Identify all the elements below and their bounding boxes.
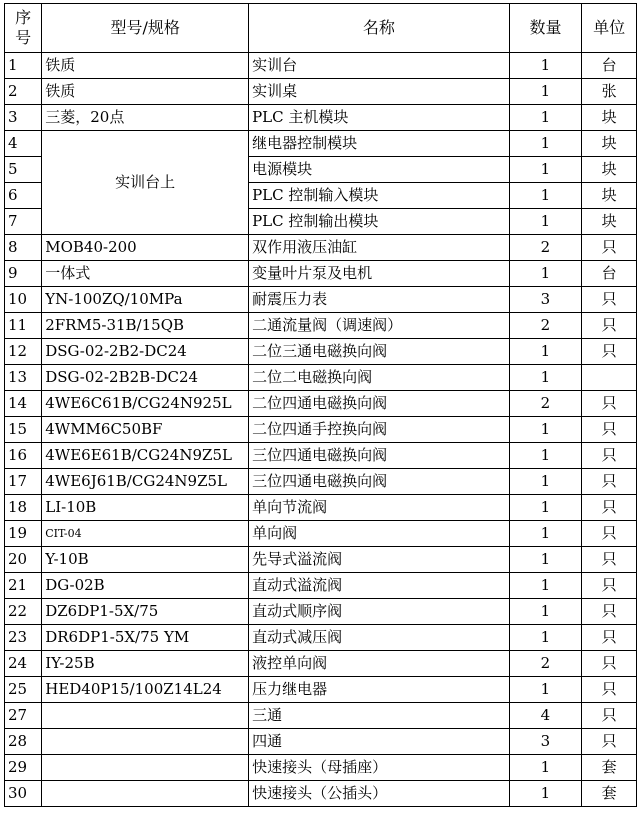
cell-unit: 只: [582, 521, 637, 547]
table-row: [5, 495, 637, 521]
cell-model: CIT-04: [42, 521, 249, 547]
cell-name: 电源模块: [249, 157, 510, 183]
table-row: [5, 469, 637, 495]
cell-seq: 4: [5, 131, 42, 157]
cell-model: [42, 755, 249, 781]
cell-model: DZ6DP1-5X/75: [42, 599, 249, 625]
cell-unit: 只: [582, 443, 637, 469]
cell-seq: 30: [5, 781, 42, 807]
table-row: [5, 729, 637, 755]
cell-seq: 3: [5, 105, 42, 131]
table-row: [5, 261, 637, 287]
cell-seq: 23: [5, 625, 42, 651]
cell-name: 二位四通电磁换向阀: [249, 391, 510, 417]
table-row: [5, 521, 637, 547]
table-row: [5, 599, 637, 625]
cell-unit: 只: [582, 417, 637, 443]
cell-model: HED40P15/100Z14L24: [42, 677, 249, 703]
cell-qty: 1: [509, 495, 581, 521]
cell-name: 二位三通电磁换向阀: [249, 339, 510, 365]
cell-unit: 块: [582, 209, 637, 235]
cell-qty: 1: [509, 599, 581, 625]
cell-qty: 1: [509, 443, 581, 469]
cell-name: 快速接头（母插座）: [249, 755, 510, 781]
table-row: [5, 417, 637, 443]
cell-seq: 29: [5, 755, 42, 781]
cell-unit: 只: [582, 235, 637, 261]
cell-qty: 1: [509, 469, 581, 495]
cell-name: PLC 控制输入模块: [249, 183, 510, 209]
cell-name: 二位二电磁换向阀: [249, 365, 510, 391]
cell-unit: 块: [582, 131, 637, 157]
cell-model: [42, 729, 249, 755]
cell-name: 压力继电器: [249, 677, 510, 703]
cell-name: 三通: [249, 703, 510, 729]
cell-name: 单向节流阀: [249, 495, 510, 521]
cell-seq: 21: [5, 573, 42, 599]
cell-name: PLC 主机模块: [249, 105, 510, 131]
cell-unit: 只: [582, 391, 637, 417]
cell-seq: 9: [5, 261, 42, 287]
cell-qty: 1: [509, 625, 581, 651]
cell-model: MOB40-200: [42, 235, 249, 261]
table-row: [5, 573, 637, 599]
cell-name: 单向阀: [249, 521, 510, 547]
cell-seq: 15: [5, 417, 42, 443]
cell-qty: 1: [509, 573, 581, 599]
cell-qty: 3: [509, 287, 581, 313]
cell-seq: 16: [5, 443, 42, 469]
cell-seq: 6: [5, 183, 42, 209]
cell-model: 铁质: [42, 79, 249, 105]
cell-qty: 1: [509, 157, 581, 183]
cell-seq: 11: [5, 313, 42, 339]
cell-qty: 1: [509, 261, 581, 287]
cell-qty: 2: [509, 391, 581, 417]
cell-seq: 25: [5, 677, 42, 703]
cell-model: 4WE6J61B/CG24N9Z5L: [42, 469, 249, 495]
cell-seq: 1: [5, 53, 42, 79]
cell-model: Y-10B: [42, 547, 249, 573]
cell-qty: 1: [509, 417, 581, 443]
cell-name: 实训台: [249, 53, 510, 79]
cell-model: [42, 781, 249, 807]
cell-model-merged: 实训台上: [42, 131, 249, 235]
cell-qty: 1: [509, 105, 581, 131]
cell-seq: 19: [5, 521, 42, 547]
cell-qty: 1: [509, 209, 581, 235]
cell-qty: 2: [509, 651, 581, 677]
cell-model: YN-100ZQ/10MPa: [42, 287, 249, 313]
header-seq-line2: 号: [15, 28, 32, 47]
cell-qty: 1: [509, 339, 581, 365]
table-row: [5, 651, 637, 677]
table-row: [5, 79, 637, 105]
table-row: [5, 625, 637, 651]
cell-seq: 2: [5, 79, 42, 105]
cell-unit: 套: [582, 755, 637, 781]
cell-name: 先导式溢流阀: [249, 547, 510, 573]
cell-unit: 只: [582, 599, 637, 625]
header-qty: 数量: [509, 4, 581, 53]
cell-name: 直动式减压阀: [249, 625, 510, 651]
cell-seq: 13: [5, 365, 42, 391]
table-row: [5, 53, 637, 79]
cell-model: 4WMM6C50BF: [42, 417, 249, 443]
cell-qty: 1: [509, 53, 581, 79]
header-unit: 单位: [582, 4, 637, 53]
cell-unit: 块: [582, 157, 637, 183]
table-header-row: [5, 4, 637, 53]
table-row: [5, 547, 637, 573]
cell-name: 继电器控制模块: [249, 131, 510, 157]
header-seq-line1: 序: [15, 8, 32, 27]
cell-unit: 只: [582, 573, 637, 599]
cell-model: LI-10B: [42, 495, 249, 521]
cell-model: DG-02B: [42, 573, 249, 599]
table-row: [5, 339, 637, 365]
cell-name: 直动式溢流阀: [249, 573, 510, 599]
cell-unit: 台: [582, 53, 637, 79]
cell-seq: 22: [5, 599, 42, 625]
cell-qty: 1: [509, 183, 581, 209]
cell-name: PLC 控制输出模块: [249, 209, 510, 235]
cell-model: DSG-02-2B2B-DC24: [42, 365, 249, 391]
cell-unit: 只: [582, 729, 637, 755]
cell-unit: 只: [582, 287, 637, 313]
cell-model: 4WE6E61B/CG24N9Z5L: [42, 443, 249, 469]
cell-seq: 10: [5, 287, 42, 313]
cell-qty: 1: [509, 521, 581, 547]
table-row: [5, 313, 637, 339]
cell-qty: 1: [509, 365, 581, 391]
cell-unit: 块: [582, 183, 637, 209]
cell-name: 液控单向阀: [249, 651, 510, 677]
cell-unit: 只: [582, 495, 637, 521]
cell-qty: 2: [509, 313, 581, 339]
cell-qty: 1: [509, 547, 581, 573]
equipment-table: [4, 3, 637, 807]
cell-seq: 24: [5, 651, 42, 677]
cell-model: DR6DP1-5X/75 YM: [42, 625, 249, 651]
cell-model: 一体式: [42, 261, 249, 287]
table-row: [5, 703, 637, 729]
table-row: [5, 105, 637, 131]
cell-seq: 12: [5, 339, 42, 365]
table-row: [5, 235, 637, 261]
cell-name: 快速接头（公插头）: [249, 781, 510, 807]
cell-name: 变量叶片泵及电机: [249, 261, 510, 287]
table-row: [5, 131, 637, 157]
cell-qty: 1: [509, 755, 581, 781]
cell-model: 4WE6C61B/CG24N925L: [42, 391, 249, 417]
header-model: 型号/规格: [42, 4, 249, 53]
cell-seq: 17: [5, 469, 42, 495]
cell-model: IY-25B: [42, 651, 249, 677]
cell-name: 三位四通电磁换向阀: [249, 443, 510, 469]
table-row: [5, 287, 637, 313]
cell-qty: 1: [509, 677, 581, 703]
cell-unit: 套: [582, 781, 637, 807]
cell-seq: 20: [5, 547, 42, 573]
cell-unit: 台: [582, 261, 637, 287]
table-row: [5, 781, 637, 807]
cell-qty: 1: [509, 79, 581, 105]
cell-name: 四通: [249, 729, 510, 755]
cell-qty: 3: [509, 729, 581, 755]
cell-unit: [582, 365, 637, 391]
table-row: [5, 365, 637, 391]
cell-unit: 只: [582, 313, 637, 339]
table-row: [5, 391, 637, 417]
cell-name: 三位四通电磁换向阀: [249, 469, 510, 495]
table-row: [5, 755, 637, 781]
cell-unit: 只: [582, 651, 637, 677]
cell-unit: 只: [582, 339, 637, 365]
cell-seq: 8: [5, 235, 42, 261]
cell-unit: 只: [582, 625, 637, 651]
cell-name: 二位四通手控换向阀: [249, 417, 510, 443]
cell-model: DSG-02-2B2-DC24: [42, 339, 249, 365]
cell-qty: 4: [509, 703, 581, 729]
cell-unit: 只: [582, 469, 637, 495]
cell-seq: 28: [5, 729, 42, 755]
cell-unit: 只: [582, 547, 637, 573]
header-name: 名称: [249, 4, 510, 53]
cell-qty: 2: [509, 235, 581, 261]
cell-seq: 7: [5, 209, 42, 235]
cell-name: 耐震压力表: [249, 287, 510, 313]
cell-seq: 18: [5, 495, 42, 521]
header-seq: [5, 4, 42, 53]
cell-unit: 块: [582, 105, 637, 131]
table-row: [5, 443, 637, 469]
cell-name: 双作用液压油缸: [249, 235, 510, 261]
cell-model: 2FRM5-31B/15QB: [42, 313, 249, 339]
cell-model: [42, 703, 249, 729]
cell-qty: 1: [509, 131, 581, 157]
cell-model: 三菱，20点: [42, 105, 249, 131]
cell-unit: 张: [582, 79, 637, 105]
cell-seq: 14: [5, 391, 42, 417]
cell-unit: 只: [582, 703, 637, 729]
cell-qty: 1: [509, 781, 581, 807]
cell-name: 二通流量阀（调速阀）: [249, 313, 510, 339]
table-row: [5, 677, 637, 703]
cell-seq: 27: [5, 703, 42, 729]
cell-name: 实训桌: [249, 79, 510, 105]
cell-unit: 只: [582, 677, 637, 703]
cell-seq: 5: [5, 157, 42, 183]
cell-model: 铁质: [42, 53, 249, 79]
cell-name: 直动式顺序阀: [249, 599, 510, 625]
